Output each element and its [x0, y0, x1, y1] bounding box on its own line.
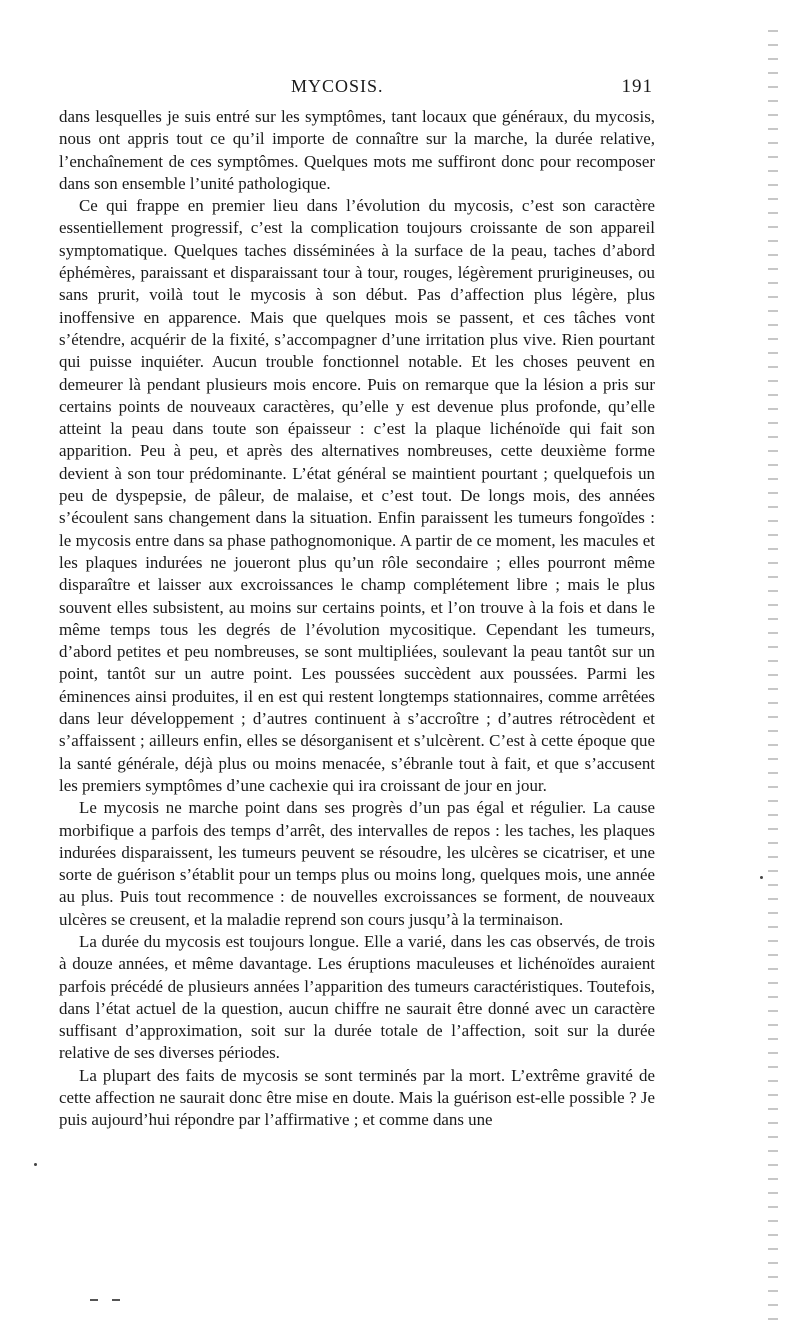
paragraph: La plupart des faits de mycosis se sont terminés par la mort. L’extrême gravité de cette affection ne saurait donc être mise en doute. Mais la guérison est-elle possible ? Je puis aujourd’hui répondre par l’affirmative ; et comme dans une: [59, 1065, 655, 1130]
scan-margin-marks: [768, 30, 778, 1320]
page: [59, 76, 655, 1132]
scan-speck: [112, 1299, 120, 1301]
running-title: MYCOSIS.: [291, 76, 384, 96]
scan-speck: [90, 1299, 98, 1301]
body-text: [59, 106, 655, 1132]
paragraph: dans lesquelles je suis entré sur les symptômes, tant locaux que généraux, du mycosis, nous ont appris tout ce qu’il importe de connaître sur la marche, la durée relative, l’enchaînement de ces symptômes. Quelques mots me suffiront donc pour recomposer dans son ensemble l’unité pathologique.: [59, 107, 655, 193]
page-header: [59, 76, 655, 106]
scan-speck: [34, 1163, 37, 1166]
paragraph: Le mycosis ne marche point dans ses progrès d’un pas égal et régulier. La cause morbifique a parfois des temps d’arrêt, des intervalles de repos : les taches, les plaques indurées disparaissent, les tumeurs peuvent se résoudre, les ulcères se cicatriser, et une sorte de guérison s’établit pour un temps plus ou moins long, quelques mois, une année au plus. Puis tout recommence : de nouvelles excroissances se forment, de nouveaux ulcères se creusent, et la maladie reprend son cours jusqu’à la terminaison.: [59, 798, 655, 929]
paragraph: La durée du mycosis est toujours longue. Elle a varié, dans les cas observés, de trois à douze années, et même davantage. Les éruptions maculeuses et lichénoïdes auraient parfois précédé de plusieurs années l’apparition des tumeurs caractéristiques. Toutefois, dans l’état actuel de la question, aucun chiffre ne saurait être donné avec un caractère suffisant d’approximation, soit sur la durée totale de l’affection, soit sur la durée relative de ses diverses périodes.: [59, 931, 655, 1063]
page-number: 191: [621, 76, 653, 97]
paragraph: Ce qui frappe en premier lieu dans l’évolution du mycosis, c’est son caractère essentiellement progressif, c’est la complication toujours croissante de son appareil symptomatique. Quelques taches disséminées à la surface de la peau, taches d’abord éphémères, paraissant et disparaissant tour à tour, rouges, légèrement prurigineuses, ou sans prurit, voilà tout le mycosis à son début. Pas d’affection plus légère, plus inoffensive en apparence. Mais que quelques mois se passent, et ces tâches vont s’étendre, acquérir de la fixité, s’accompagner d’une irritation plus vive. Rien pourtant qui puisse inquiéter. Aucun trouble fonctionnel notable. Et les choses peuvent en demeurer là pendant plusieurs mois encore. Puis on remarque que la lésion a pris sur certains points de nouveaux caractères, qu’elle y est devenue plus profonde, qu’elle atteint la peau dans toute son épaisseur : c’est la plaque lichénoïde qui fait son apparition. Peu à peu, et après des alternatives nombreuses, cette deuxième forme devient à son tour prédominante. L’état général se maintient pourtant ; quelquefois un peu de dyspepsie, de pâleur, de malaise, et c’est tout. De longs mois, des années s’écoulent sans changement dans la situation. Enfin paraissent les tumeurs fongoïdes : le mycosis entre dans sa phase pathognomonique. A partir de ce moment, les macules et les plaques indurées ne joueront plus qu’un rôle secondaire ; elles pourront même disparaître et laisser aux excroissances le champ complétement libre ; mais le plus souvent elles subsistent, au moins sur certains points, et l’on trouve à la fois et dans le même temps tous les degrés de l’évolution mycositique. Cependant les tumeurs, d’abord petites et peu nombreuses, se sont multipliées, soulevant la peau tantôt sur un point, tantôt sur un autre point. Les poussées succèdent aux poussées. Parmi les éminences ainsi produites, il en est qui restent longtemps stationnaires, comme arrêtées dans leur développement ; d’autres continuent à s’accroître ; d’autres rétrocèdent et s’affaissent ; ailleurs enfin, elles se désorganisent et s’ulcèrent. C’est à cette époque que la santé générale, déjà plus ou moins menacée, s’ébranle tout à fait, et que s’accusent les premiers symptômes d’une cachexie qui ira croissant de jour en jour.: [59, 196, 655, 795]
scan-speck: [760, 876, 763, 879]
